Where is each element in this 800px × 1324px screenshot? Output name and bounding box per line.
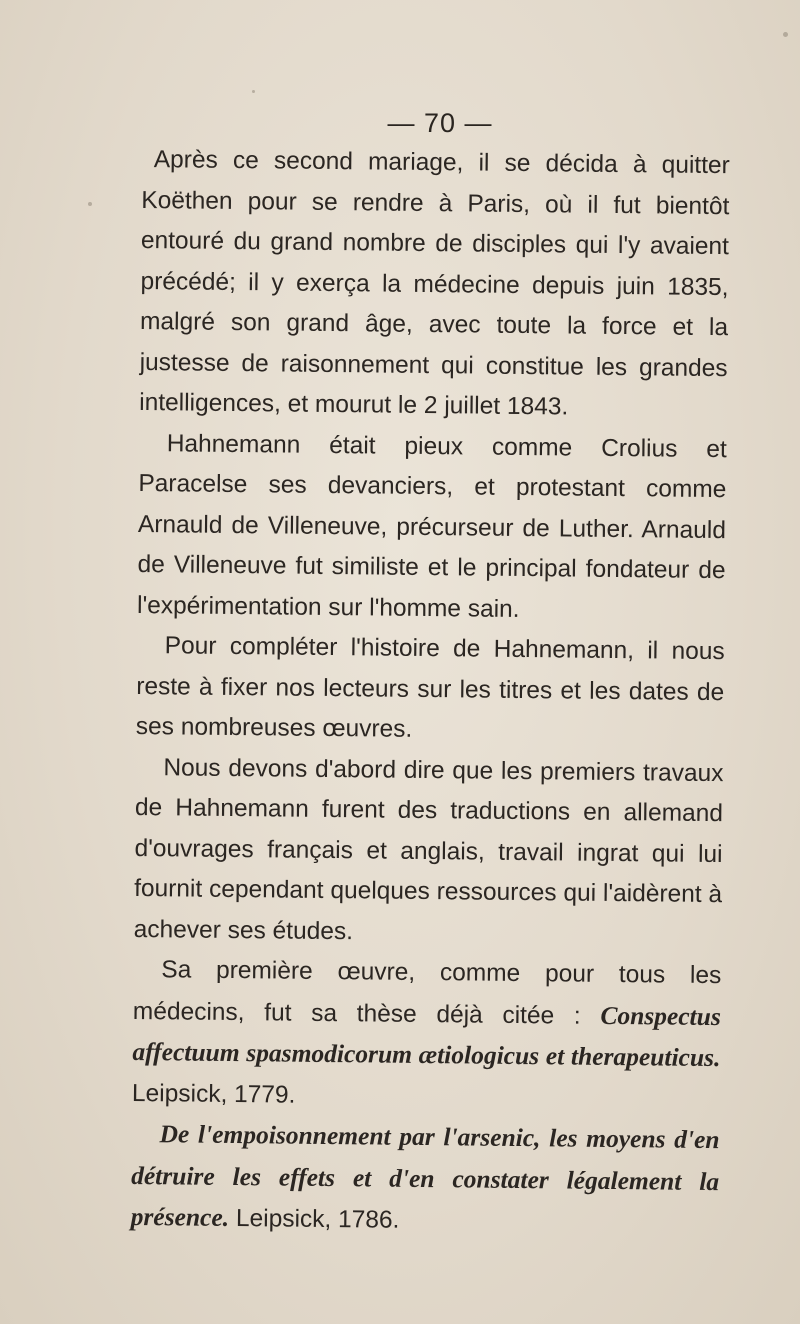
thesis-title: Conspectus affectuum spasmodicorum ætiologicus et therapeuticus. <box>132 1000 722 1073</box>
paper-speck <box>88 202 92 206</box>
paragraph-1: Après ce second mariage, il se décida à quitter Koëthen pour se rendre à Paris, où il fut bientôt entouré du grand nombre de disciples qui l'y avaient précédé; il y exerça la médecine depuis juin 1835, malgré son grand âge, avec toute la force et la justesse de raisonnement qui constitue les grandes intelligences, et mourut le 2 juillet 1843. <box>139 146 730 421</box>
paragraph-5-imprint: Leipsick, 1779. <box>131 1079 296 1109</box>
arsenic-treatise-title: De l'empoisonnement par l'arsenic, les moyens d'en détruire les effets et d'en constater légalement la présence. <box>130 1119 720 1232</box>
paragraph-3: Pour compléter l'histoire de Hahnemann, il nous reste à fixer nos lecteurs sur les titres et les dates de ses nombreuses œuvres. <box>135 632 725 743</box>
body-text <box>130 140 729 1245</box>
paragraph-6 <box>130 1114 719 1245</box>
paragraph-6-imprint: Leipsick, 1786. <box>229 1204 400 1234</box>
paper-speck <box>783 32 788 37</box>
page-number: — 70 — <box>387 108 493 138</box>
paragraph-5-text: Sa première œuvre, comme pour tous les médecins, fut sa thèse déjà citée : <box>132 956 722 1030</box>
paragraph-5 <box>132 950 722 1120</box>
paragraph-4: Nous devons d'abord dire que les premiers travaux de Hahnemann furent des traductions en allemand d'ouvrages français et anglais, travail ingrat qui lui fournit cependant quelques ressources qui l'aidèrent à achever ses études. <box>133 753 724 945</box>
paragraph-2: Hahnemann était pieux comme Crolius et Paracelse ses devanciers, et protestant comme Arnauld de Villeneuve, précurseur de Luther. Arnauld de Villeneuve fut similiste et le principal fondateur de l'expérimentation sur l'homme sain. <box>136 429 727 623</box>
paper-speck <box>252 90 255 93</box>
